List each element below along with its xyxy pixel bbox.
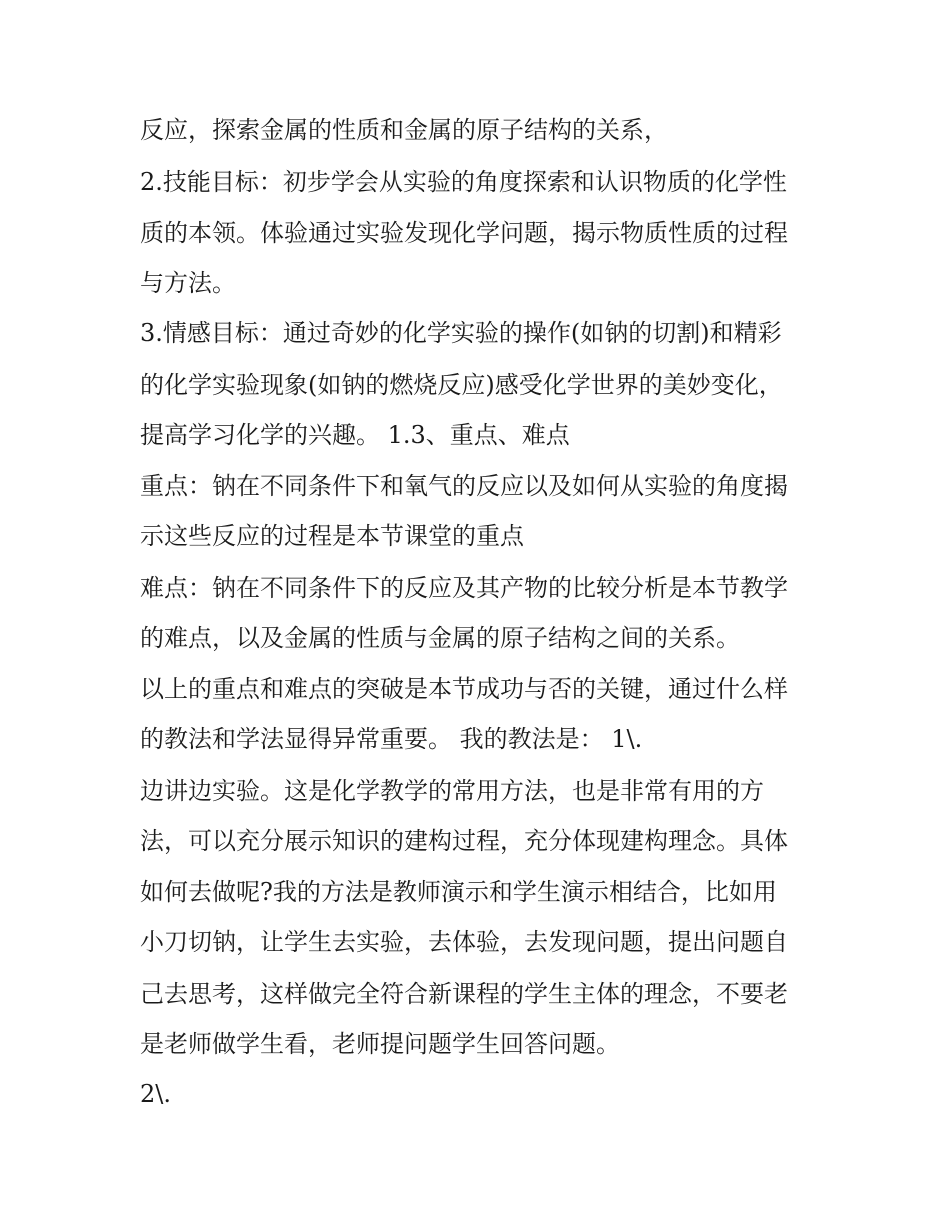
text-line: 己去思考，这样做完全符合新课程的学生主体的理念，不要老 — [140, 980, 788, 1008]
text-line: 的教法和学法显得异常重要。 我的教法是： 1\. — [140, 725, 643, 753]
text-line: 2\. — [140, 1080, 171, 1108]
text-line: 2.技能目标：初步学会从实验的角度探索和认识物质的化学性 — [140, 168, 787, 196]
text-line: 3.情感目标：通过奇妙的化学实验的操作(如钠的切割)和精彩 — [140, 319, 782, 347]
text-line: 质的本领。体验通过实验发现化学问题，揭示物质性质的过程 — [140, 219, 788, 247]
text-line: 示这些反应的过程是本节课堂的重点 — [140, 522, 524, 550]
text-line: 的化学实验现象(如钠的燃烧反应)感受化学世界的美妙变化， — [140, 371, 783, 399]
text-line: 与方法。 — [140, 269, 236, 297]
text-line: 以上的重点和难点的突破是本节成功与否的关键，通过什么样 — [140, 675, 788, 703]
text-line: 的难点，以及金属的性质与金属的原子结构之间的关系。 — [140, 624, 740, 652]
text-line: 反应，探索金属的性质和金属的原子结构的关系， — [140, 116, 668, 144]
text-line: 重点：钠在不同条件下和氧气的反应以及如何从实验的角度揭 — [140, 472, 788, 500]
text-line: 边讲边实验。这是化学教学的常用方法，也是非常有用的方 — [140, 777, 764, 805]
text-line: 是老师做学生看，老师提问题学生回答问题。 — [140, 1030, 620, 1058]
text-line: 如何去做呢?我的方法是教师演示和学生演示相结合，比如用 — [140, 878, 777, 906]
text-line: 提高学习化学的兴趣。 1.3、重点、难点 — [140, 421, 570, 449]
text-line: 难点：钠在不同条件下的反应及其产物的比较分析是本节教学 — [140, 574, 788, 602]
text-line: 小刀切钠，让学生去实验，去体验，去发现问题，提出问题自 — [140, 928, 788, 956]
text-line: 法，可以充分展示知识的建构过程，充分体现建构理念。具体 — [140, 827, 788, 855]
